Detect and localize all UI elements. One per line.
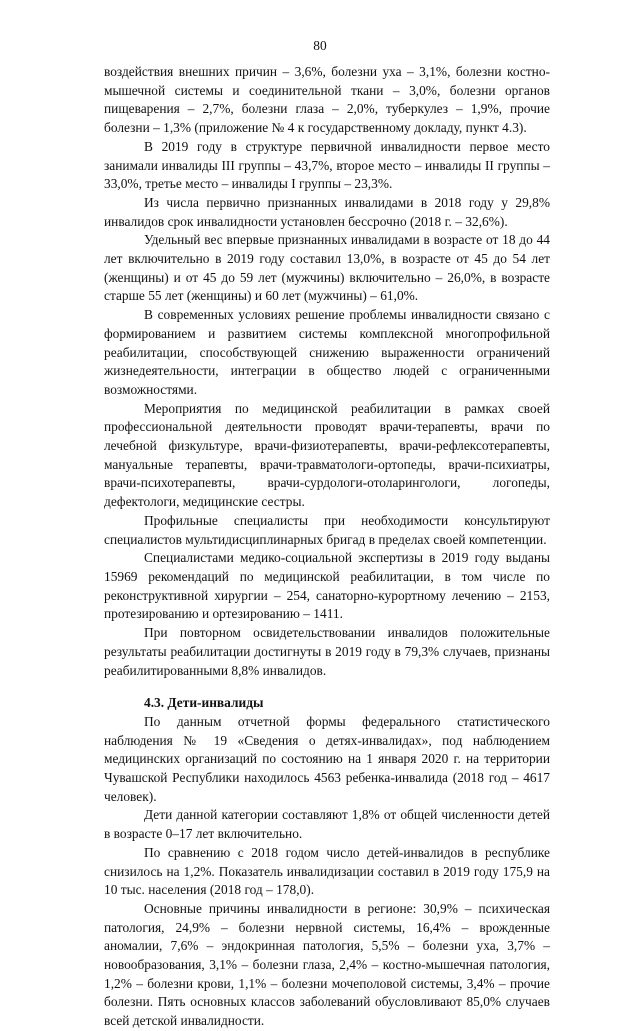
paragraph: По сравнению с 2018 годом число детей-инвалидов в республике снизилось на 1,2%. Показатель инвалидизации составил в 2019 году 175,9 на 10 тыс. населения (2018 год – 178,0). — [104, 844, 550, 898]
paragraph: воздействия внешних причин – 3,6%, болезни уха – 3,1%, болезни костно-мышечной системы и соединительной ткани – 3,0%, болезни органов пищеварения – 2,7%, болезни глаза – 2,0%, туберкулез – 1,9%, прочие болезни – 1,3% (приложение № 4 к государственному докладу, пункт 4.3). — [104, 64, 550, 136]
paragraph: В 2019 году в структуре первичной инвалидности первое место занимали инвалиды III группы – 43,7%, второе место – инвалиды II группы – 33,0%, третье место – инвалиды I группы – 23,3%. — [104, 138, 550, 192]
paragraph: Профильные специалисты при необходимости консультируют специалистов мультидисциплинарных бригад в пределах своей компетенции. — [104, 512, 550, 547]
paragraph: Дети данной категории составляют 1,8% от общей численности детей в возрасте 0–17 лет включительно. — [104, 807, 550, 842]
paragraph: По данным отчетной формы федерального статистического наблюдения № 19 «Сведения о детях-инвалидах», под наблюдением медицинских организаций по состоянию на 1 января 2020 г. на территории Чувашской Республики находилось 4563 ребенка-инвалида (2018 год – 4617 человек). — [104, 713, 550, 804]
paragraph: Из числа первично признанных инвалидами в 2018 году у 29,8% инвалидов срок инвалидности установлен бессрочно (2018 г. – 32,6%). — [104, 194, 550, 229]
page-number: 80 — [313, 38, 327, 53]
paragraph: При повторном освидетельствовании инвалидов положительные результаты реабилитации достигнуты в 2019 году в 79,3% случаев, признаны реабилитированными 8,8% инвалидов. — [104, 625, 550, 678]
paragraph: Удельный вес впервые признанных инвалидами в возрасте от 18 до 44 лет включительно в 2019 году составил 13,0%, в возрасте от 45 до 54 лет (женщины) и от 45 до 59 лет (мужчины) включительно – 26,0%, в возрасте старше 55 лет (женщины) и 60 лет (мужчины) – 61,0%. — [104, 232, 550, 304]
paragraph: Специалистами медико-социальной экспертизы в 2019 году выданы 15969 рекомендаций по медицинской реабилитации, в том числе по реконструктивной хирургии – 254, санаторно-курортному лечению – 2153, протезированию и ортезированию – 1411. — [104, 550, 550, 622]
section-heading: 4.3. Дети-инвалиды — [144, 695, 264, 711]
paragraph: Основные причины инвалидности в регионе: 30,9% – психическая патология, 24,9% – болезни нервной системы, 16,4% – врожденные аномалии, 7,6% – эндокринная патология, 5,5% – болезни уха, 3,7% – новообразования, 3,1% – болезни глаза, 2,4% – костно-мышечная патология, 1,2% – болезни крови, 1,1% – болезни мочеполовой системы, 3,4% – прочие болезни. Пять основных классов заболеваний обусловливают 85,0% случаев всей детской инвалидности. — [104, 900, 550, 1029]
document-body — [104, 63, 550, 1031]
paragraph: Мероприятия по медицинской реабилитации в рамках своей профессиональной деятельности проводят врачи-терапевты, врачи по лечебной физкультуре, врачи-физиотерапевты, врачи-рефлексотерапевты, мануальные терапевты, врачи-травматологи-ортопеды, врачи-психиатры, врачи-психотерапевты, врачи-сурдологи-отоларингологи, логопеды, дефектологи, медицинские сестры. — [104, 400, 550, 510]
paragraph: В современных условиях решение проблемы инвалидности связано с формированием и развитием системы комплексной многопрофильной реабилитации, способствующей снижению выраженности ограничений жизнедеятельности, интеграции в общество людей с ограниченными возможностями. — [104, 307, 550, 397]
